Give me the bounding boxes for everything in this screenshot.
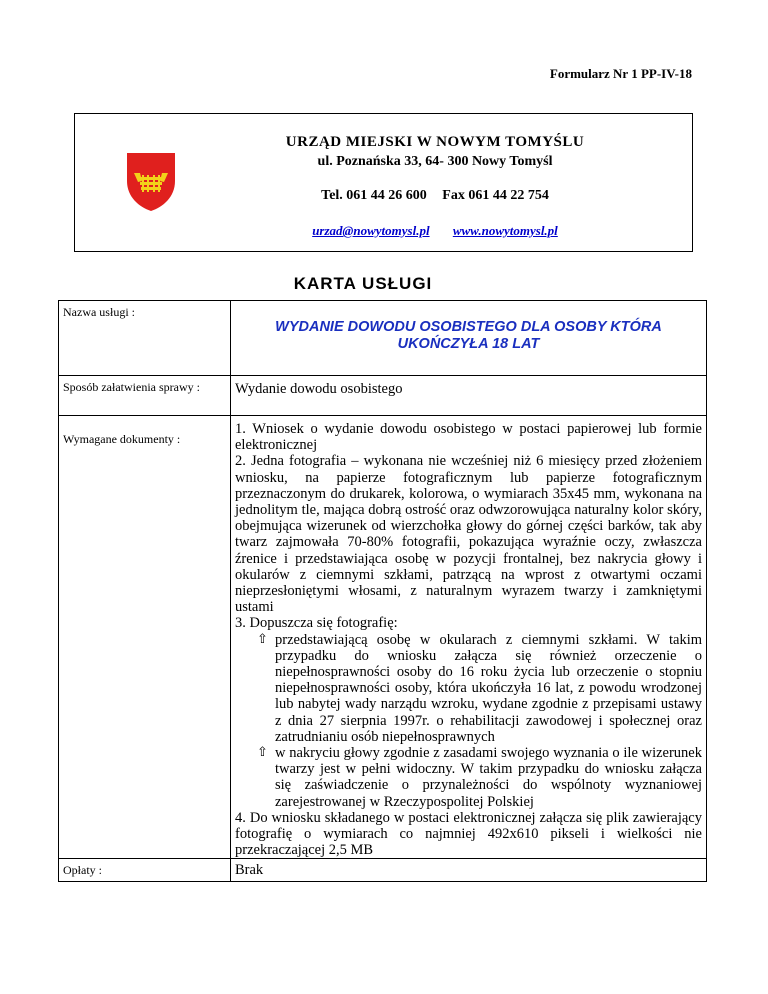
links-line <box>225 223 645 239</box>
document-bullet-1 <box>235 632 702 745</box>
documents-value <box>231 416 707 859</box>
form-number: Formularz Nr 1 PP-IV-18 <box>549 66 692 81</box>
service-name: WYDANIE DOWODU OSOBISTEGO DLA OSOBY KTÓRA UKOŃCZYŁA 18 LAT <box>275 319 662 352</box>
office-header <box>74 113 693 252</box>
fees-value <box>231 859 707 881</box>
email-link[interactable]: urzad@nowytomysl.pl <box>312 223 430 238</box>
document-item-1: 1. Wniosek o wydanie dowodu osobistego w postaci papierowej lub formie elektronicznej <box>235 421 702 454</box>
fees-row <box>59 859 707 881</box>
documents-label: Wymagane dokumenty : <box>63 432 181 446</box>
method-row <box>59 376 707 416</box>
service-name-label: Nazwa usługi : <box>59 301 231 376</box>
document-bullet-2-text: w nakryciu głowy zgodnie z zasadami swojego wyznania o ile wizerunek twarzy jest w pełni widoczny. W takim przypadku do wniosku załącza się zaświadczenie o przynależności do wspólnoty wyznaniowej zarejestrowanej w Rzeczypospolitej Polskiej <box>275 745 702 810</box>
service-name-cell <box>231 301 707 376</box>
document-bullet-1-text: przedstawiającą osobę w okularach z ciemnymi szkłami. W takim przypadku do wniosku załącza się również orzeczenie o niepełnosprawności osoby do 16 roku życia lub orzeczenie o stopniu niepełnosprawności osoby, która ukończyła 16 lat, z powodu wrodzonej lub nabytej wady narządu wzroku, wydane zgodnie z przepisami ustawy z dnia 27 sierpnia 1997r. o rehabilitacji zawodowej i społecznej oraz zatrudnianiu osób niepełnosprawnych <box>275 631 702 745</box>
document-bullet-2 <box>235 745 702 810</box>
arrow-up-outline-icon: ⇧ <box>257 631 268 647</box>
coat-of-arms-icon <box>125 151 177 213</box>
documents-row <box>59 416 707 859</box>
method-value <box>231 376 707 416</box>
office-address: ul. Poznańska 33, 64- 300 Nowy Tomyśl <box>317 154 553 169</box>
method-label: Sposób załatwienia sprawy : <box>59 376 231 416</box>
contact-line <box>225 188 645 204</box>
service-name-row <box>59 301 707 376</box>
office-name: URZĄD MIEJSKI W NOWYM TOMYŚLU <box>285 134 585 150</box>
fees-text: Brak <box>235 862 264 879</box>
document-item-2: 2. Jedna fotografia – wykonana nie wcześniej niż 6 miesięcy przed złożeniem wniosku, na papierze fotograficznym lub papierze fotograficznym przeznaczonym do drukarek, kolorowa, o wymiarach 35x45 mm, wykonana na jednolitym tle, mająca dobrą ostrość oraz odwzorowująca naturalny kolor skóry, obejmująca wizerunek od wierzchołka głowy do górnej części barków, tak aby twarz zajmowała 70-80% fotografii, pokazująca wyraźnie oczy, zwłaszcza źrenice i przedstawiająca osobę w pozycji frontalnej, bez nakrycia głowy i okularów z ciemnymi szkłami, patrzącą na wprost z otwartymi oczami nieprzesłoniętymi włosami, z naturalnym wyrazem twarzy i zamkniętymi ustami <box>235 453 702 616</box>
method-text: Wydanie dowodu osobistego <box>235 381 403 397</box>
phone-number: Tel. 061 44 26 600 <box>321 188 427 203</box>
documents-label-cell <box>59 416 231 859</box>
website-link[interactable]: www.nowytomysl.pl <box>452 223 558 238</box>
arrow-up-outline-icon: ⇧ <box>257 745 268 761</box>
fees-label: Opłaty : <box>59 859 231 881</box>
document-item-4: 4. Do wniosku składanego w postaci elektronicznej załącza się plik zawierający fotografię o wymiarach co najmniej 492x610 pikseli i wielkości nie przekraczającej 2,5 MB <box>235 809 702 859</box>
service-card-table <box>58 300 707 882</box>
fax-number: Fax 061 44 22 754 <box>442 188 549 203</box>
document-item-3: 3. Dopuszcza się fotografię: <box>235 615 398 632</box>
card-title: KARTA USŁUGI <box>293 274 433 293</box>
